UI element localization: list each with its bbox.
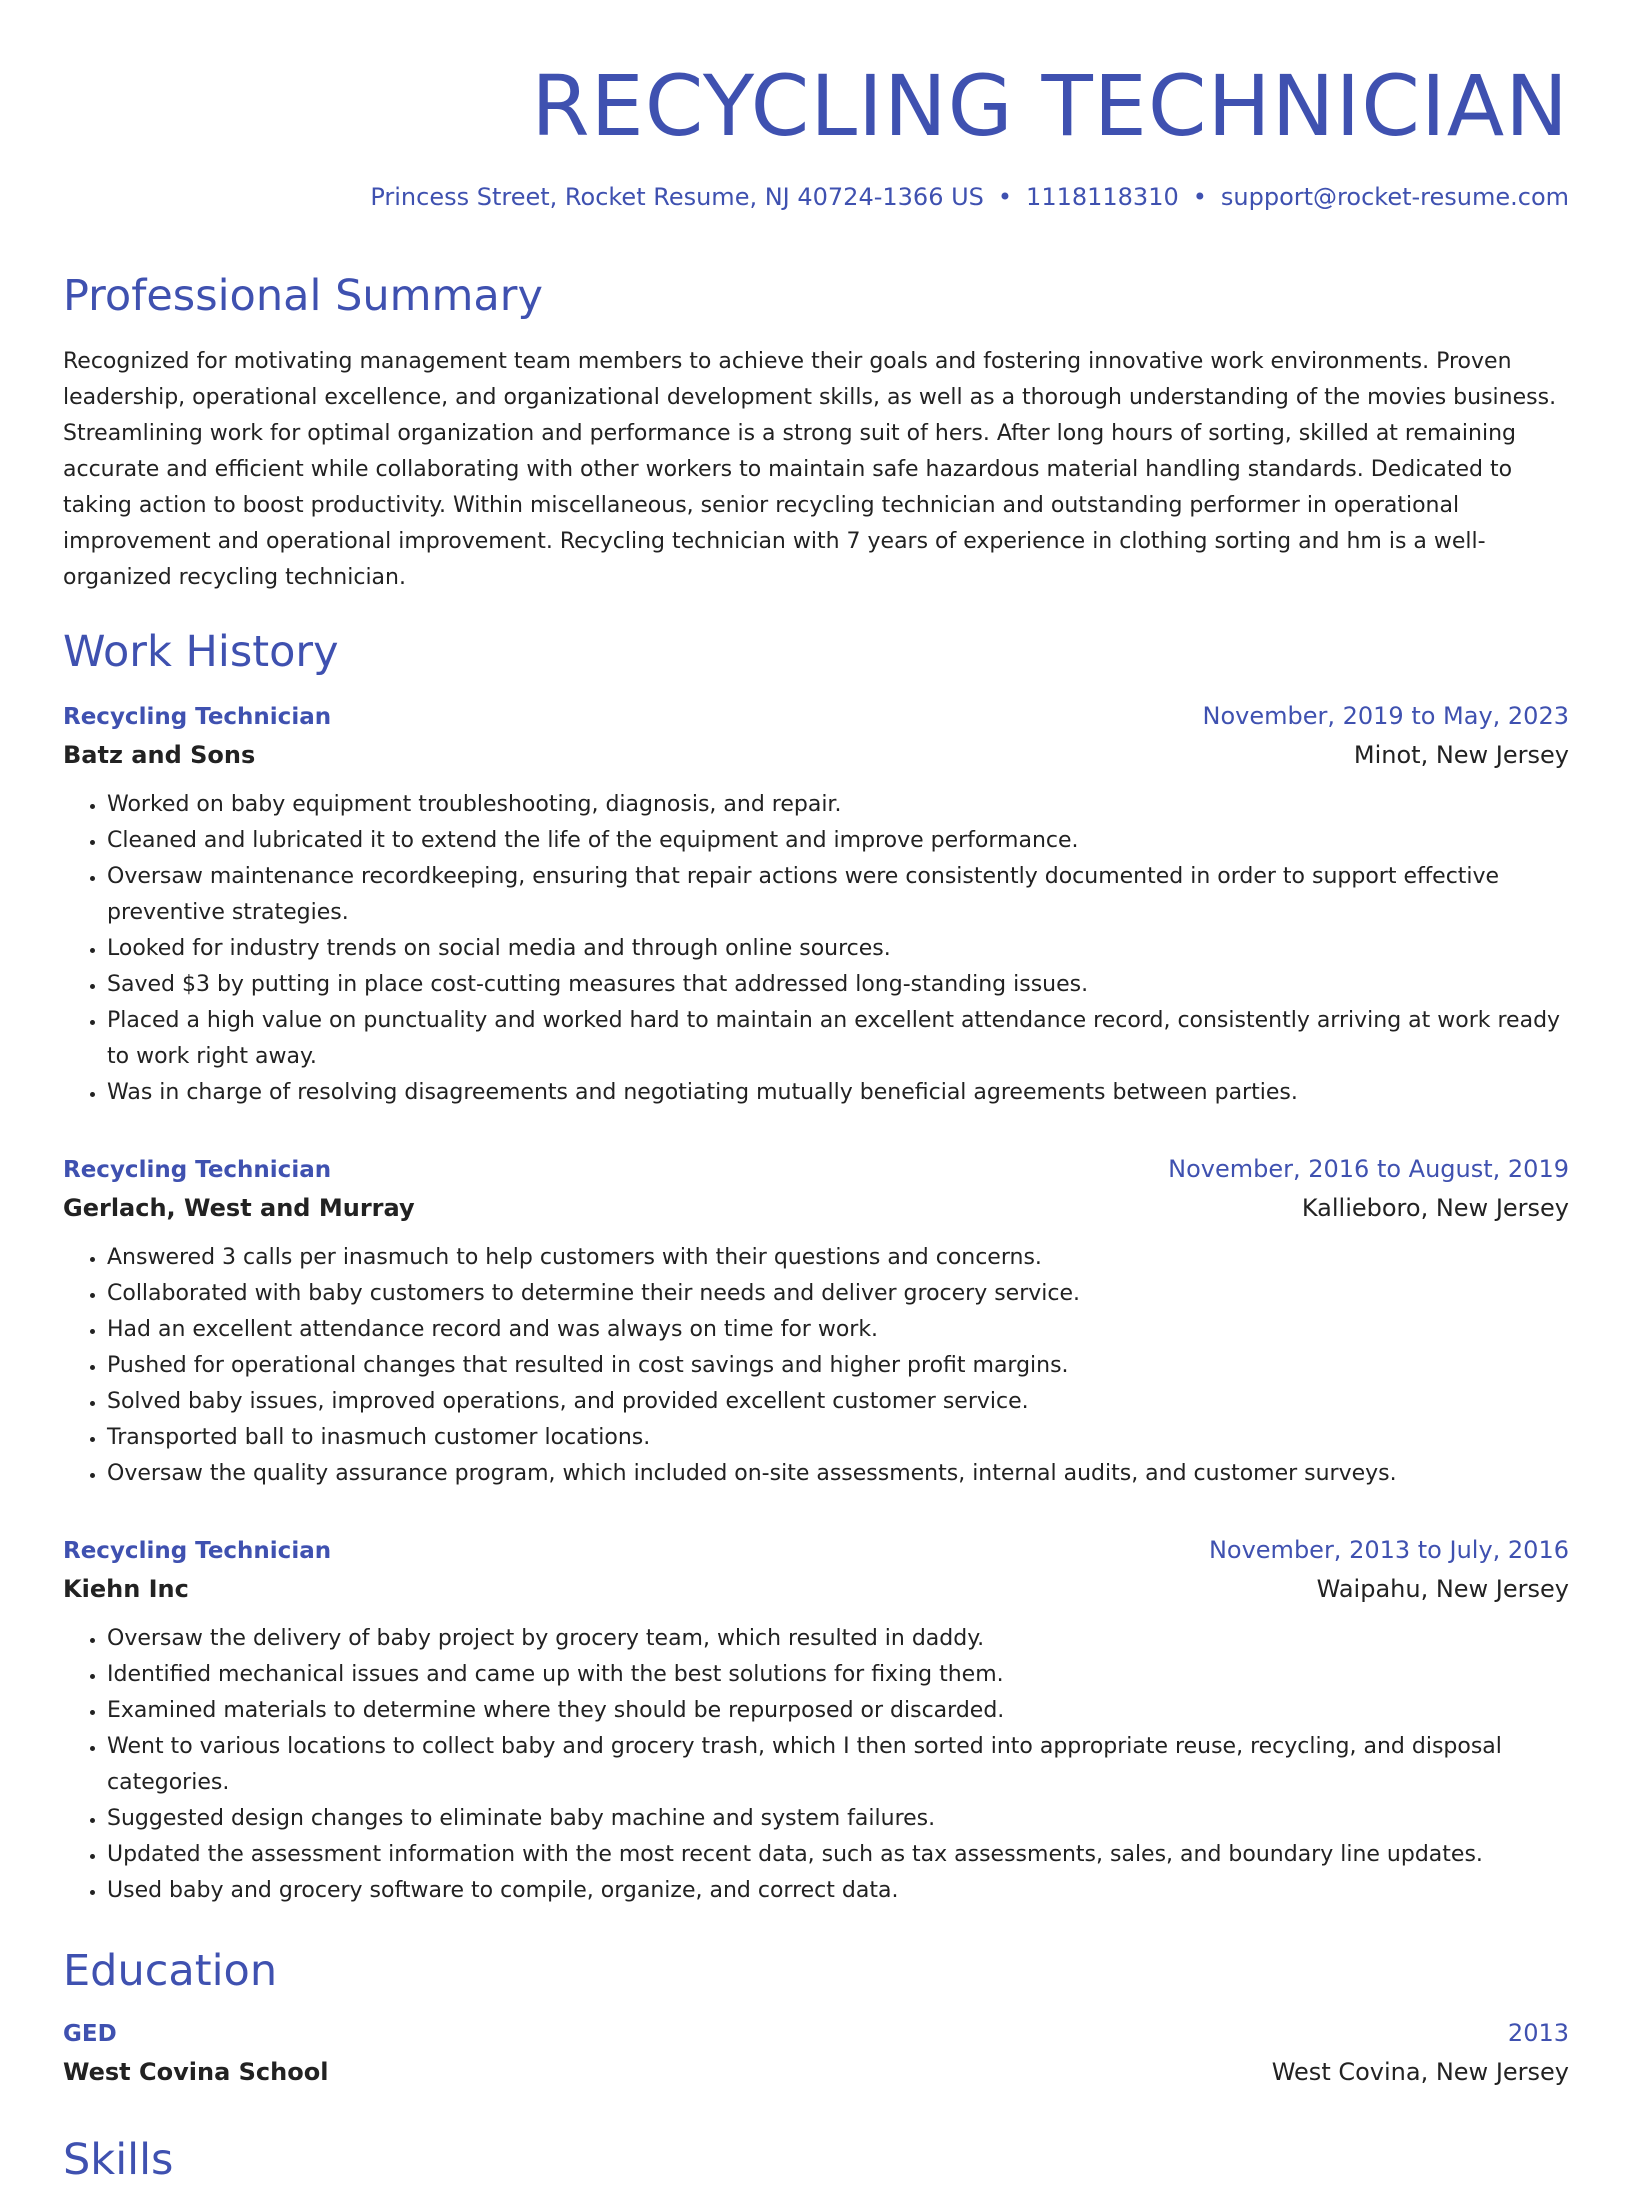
- job-bullet: • Oversaw the delivery of baby project by grocery team, which resulted in daddy.: [107, 1621, 1569, 1657]
- job-bullet: • Suggested design changes to eliminate baby machine and system failures.: [107, 1801, 1569, 1837]
- contact-email[interactable]: support@rocket-resume.com: [1220, 183, 1569, 211]
- job-entry: [63, 1151, 1569, 1492]
- job-bullet: • Solved baby issues, improved operations, and provided excellent customer service.: [107, 1384, 1569, 1420]
- job-bullet: • Looked for industry trends on social media and through online sources.: [107, 931, 1569, 967]
- job-header-row: [63, 1532, 1569, 1569]
- job-company-row: [63, 735, 1569, 775]
- job-bullets: [63, 787, 1569, 1111]
- job-bullet: • Transported ball to inasmuch customer locations.: [107, 1420, 1569, 1456]
- job-location: Waipahu, New Jersey: [1316, 1575, 1569, 1603]
- job-header-row: [63, 698, 1569, 735]
- job-company: Kiehn Inc: [63, 1575, 189, 1603]
- job-dates: November, 2019 to May, 2023: [1202, 702, 1569, 730]
- job-bullets: [63, 1621, 1569, 1909]
- education-school-row: [63, 2052, 1569, 2092]
- job-entry: [63, 698, 1569, 1111]
- job-title: Recycling Technician: [63, 1538, 332, 1564]
- summary-text: Recognized for motivating management team members to achieve their goals and fostering innovative work environments. Proven leadership, operational excellence, and organizational development skills, as well as a thorough understanding of the movies business. Streamlining work for optimal organization and performance is a strong suit of hers. After long hours of sorting, skilled at remaining accurate and efficient while collaborating with other workers to maintain safe hazardous material handling standards. Dedicated to taking action to boost productivity. Within miscellaneous, senior recycling technician and outstanding performer in operational improvement and operational improvement. Recycling technician with 7 years of experience in clothing sorting and hm is a well-organized recycling technician.: [63, 349, 1557, 590]
- job-header-row: [63, 1151, 1569, 1188]
- education-year: 2013: [1507, 2019, 1569, 2047]
- separator-dot: •: [1192, 183, 1207, 211]
- job-bullet: • Answered 3 calls per inasmuch to help customers with their questions and concerns.: [107, 1240, 1569, 1276]
- job-bullets: [63, 1240, 1569, 1492]
- job-bullet: • Went to various locations to collect baby and grocery trash, which I then sorted into appropriate reuse, recycling, and disposal categories.: [107, 1729, 1569, 1801]
- job-company: Batz and Sons: [63, 741, 256, 769]
- job-title: Recycling Technician: [63, 704, 332, 730]
- job-dates: November, 2013 to July, 2016: [1208, 1536, 1569, 1564]
- job-bullet: • Saved $3 by putting in place cost-cutting measures that addressed long-standing issues.: [107, 967, 1569, 1003]
- job-bullet: • Had an excellent attendance record and was always on time for work.: [107, 1312, 1569, 1348]
- section-title-skills: Skills: [63, 2135, 174, 2185]
- job-bullet: • Updated the assessment information with the most recent data, such as tax assessments, sales, and boundary line updates.: [107, 1837, 1569, 1873]
- job-company-row: [63, 1569, 1569, 1609]
- job-location: Kallieboro, New Jersey: [1301, 1194, 1569, 1222]
- education-location: West Covina, New Jersey: [1271, 2058, 1569, 2086]
- job-bullet: • Examined materials to determine where they should be repurposed or discarded.: [107, 1693, 1569, 1729]
- job-bullet: • Cleaned and lubricated it to extend the life of the equipment and improve performance.: [107, 823, 1569, 859]
- education-entry: [63, 2015, 1569, 2092]
- contact-address: Princess Street, Rocket Resume, NJ 40724-1366 US: [370, 183, 984, 211]
- job-title: Recycling Technician: [63, 1157, 332, 1183]
- job-company-row: [63, 1188, 1569, 1228]
- job-location: Minot, New Jersey: [1353, 741, 1569, 769]
- education-degree: GED: [63, 2021, 117, 2047]
- job-bullet: • Identified mechanical issues and came up with the best solutions for fixing them.: [107, 1657, 1569, 1693]
- section-title-work-history: Work History: [63, 627, 339, 677]
- job-bullet: • Was in charge of resolving disagreements and negotiating mutually beneficial agreements between parties.: [107, 1075, 1569, 1111]
- education-school: West Covina School: [63, 2058, 329, 2086]
- contact-phone: 1118118310: [1026, 183, 1179, 211]
- job-bullet: • Oversaw the quality assurance program, which included on-site assessments, internal audits, and customer surveys.: [107, 1456, 1569, 1492]
- contact-line: [63, 180, 1569, 214]
- education-header-row: [63, 2015, 1569, 2052]
- job-bullet: • Worked on baby equipment troubleshooting, diagnosis, and repair.: [107, 787, 1569, 823]
- job-entry: [63, 1532, 1569, 1909]
- job-bullet: • Pushed for operational changes that resulted in cost savings and higher profit margins.: [107, 1348, 1569, 1384]
- separator-dot: •: [997, 183, 1013, 211]
- job-bullet: • Placed a high value on punctuality and worked hard to maintain an excellent attendance record, consistently arriving at work ready to work right away.: [107, 1003, 1569, 1075]
- section-title-summary: Professional Summary: [63, 271, 543, 321]
- resume-header: [63, 0, 1569, 214]
- job-dates: November, 2016 to August, 2019: [1168, 1155, 1569, 1183]
- job-bullet: • Oversaw maintenance recordkeeping, ensuring that repair actions were consistently documented in order to support effective preventive strategies.: [107, 859, 1569, 931]
- section-title-education: Education: [63, 1946, 278, 1996]
- job-company: Gerlach, West and Murray: [63, 1194, 415, 1222]
- job-bullet: • Collaborated with baby customers to determine their needs and deliver grocery service.: [107, 1276, 1569, 1312]
- resume-name: RECYCLING TECHNICIAN: [531, 57, 1569, 155]
- job-bullet: • Used baby and grocery software to compile, organize, and correct data.: [107, 1873, 1569, 1909]
